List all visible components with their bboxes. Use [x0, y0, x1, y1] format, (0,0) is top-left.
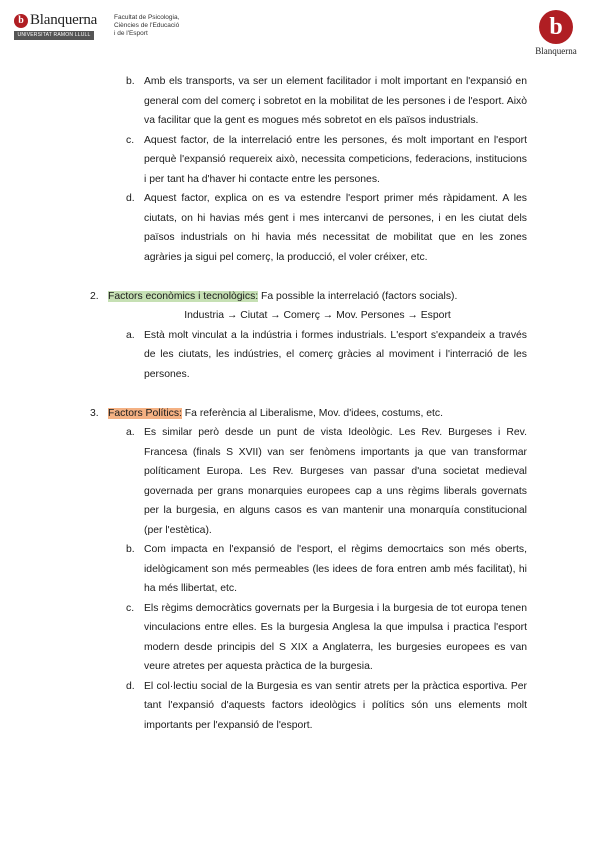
list-item-label: d.	[126, 680, 135, 692]
list-item-text: Els règims democràtics governats per la Burgesia i la burgesia de tot europa tenen vinculacions entre elles. Es la burgesia Anglesa la que impulsa i practica l'esport modern desde principis del S XIX a Anglaterra, les burgesies europees es van veure atretes per aquesta pràctica de la burgesia.	[144, 602, 527, 672]
list-item-label: c.	[126, 134, 135, 146]
university-bar: UNIVERSITAT RAMON LLULL	[14, 31, 94, 40]
list-item-label: d.	[126, 193, 135, 204]
list-item	[126, 599, 527, 677]
logo-wordmark: Blanquerna	[30, 12, 98, 28]
list-item-text: Com impacta en l'expansió de l'esport, el règims democrtaics son més oberts, idelògicament son més permeables (les idees de fora entren amb més facilitat), hi ha més llibertat, etc.	[144, 544, 527, 594]
blanquerna-mark-icon: b	[14, 14, 28, 28]
section-number: 3.	[90, 407, 99, 419]
list-item	[126, 540, 527, 599]
list-item-text: El col·lectiu social de la Burgesia es van sentir atrets per la pràctica esportiva. Per tant l'expansió d'aquests factors ideològics i polítics són uns elements molt importants per l'expansió de l'esport.	[144, 680, 527, 731]
list-item	[126, 72, 527, 131]
section-intro: Fa referència al Liberalisme, Mov. d'idees, costums, etc.	[181, 407, 444, 419]
section-title-highlight: Factors Polítics:	[108, 407, 182, 419]
list-item-label: b.	[126, 76, 135, 87]
blanquerna-logo-right	[526, 10, 586, 56]
faculty-name	[114, 14, 179, 38]
list-item	[126, 677, 527, 736]
faculty-line: Facultat de Psicologia,	[114, 14, 180, 21]
list-item-text: Està molt vinculat a la indústria i formes industrials. L'esport s'expandeix a través de les ciutats, les indústries, el comerç gràcies al moviment i l'interració de les persones.	[144, 329, 527, 380]
section-heading-economic	[90, 287, 527, 307]
faculty-line: Ciències de l'Educació	[114, 22, 180, 29]
list-item-label: a.	[126, 329, 135, 341]
section-intro: Fa possible la interrelació (factors socials).	[258, 290, 458, 302]
flow-chain: Industria → Ciutat → Comerç → Mov. Persones → Esport	[184, 310, 451, 321]
list-item	[126, 189, 527, 267]
page-header	[0, 0, 600, 60]
list-item-label: a.	[126, 427, 135, 438]
list-item-text: Amb els transports, va ser un element facilitador i molt important en l'expansió en general com del comerç i sobretot en la mobilitat de les persones i de l'esport. Això va facilitar que la gent es mogues més sobretot en els països industrials.	[144, 76, 527, 126]
list-item-text: Es similar però desde un punt de vista Ideològic. Les Rev. Burgeses i Rev. Francesa (finals S XVII) van ser fenòmens importants ja que van transformar políticament Europa. Les Rev. Burgeses van passar d'una societat medieval governada per grans monarquies europees cap a uns règims liberals governats per la burgesia, en alguns casos es van mantenir una monarquía constitucional (per l'estètica).	[144, 427, 527, 536]
list-item-label: b.	[126, 544, 135, 555]
list-item	[126, 423, 527, 540]
list-item-label: c.	[126, 602, 135, 614]
section-heading-political	[90, 404, 527, 424]
list-item-text: Aquest factor, de la interrelació entre les persones, és molt important en l'esport perquè l'expansió requereix això, necessita competicions, federacions, institucions i per tant ha d'haver hi contacte entre les persones.	[144, 134, 527, 185]
blanquerna-logo-left	[14, 12, 97, 40]
logo-right-wordmark: Blanquerna	[535, 46, 577, 56]
document-body	[0, 72, 600, 735]
section-title-highlight: Factors econòmics i tecnològics:	[108, 290, 259, 302]
list-item	[126, 326, 527, 385]
list-item	[126, 131, 527, 190]
section-number: 2.	[90, 290, 99, 302]
list-item-text: Aquest factor, explica on es va estendre l'esport primer més ràpidament. A les ciutats, on hi havias més gent i mes intercanvi de persones, i en les ciutat dels països industrials on hi havia més necessitat de mobilitat que en les zones agràries ja sigui pel comerç, la producció, el voler créixer, etc.	[144, 193, 527, 263]
blanquerna-circle-icon: b	[539, 10, 573, 44]
faculty-line: i de l'Esport	[114, 30, 148, 37]
